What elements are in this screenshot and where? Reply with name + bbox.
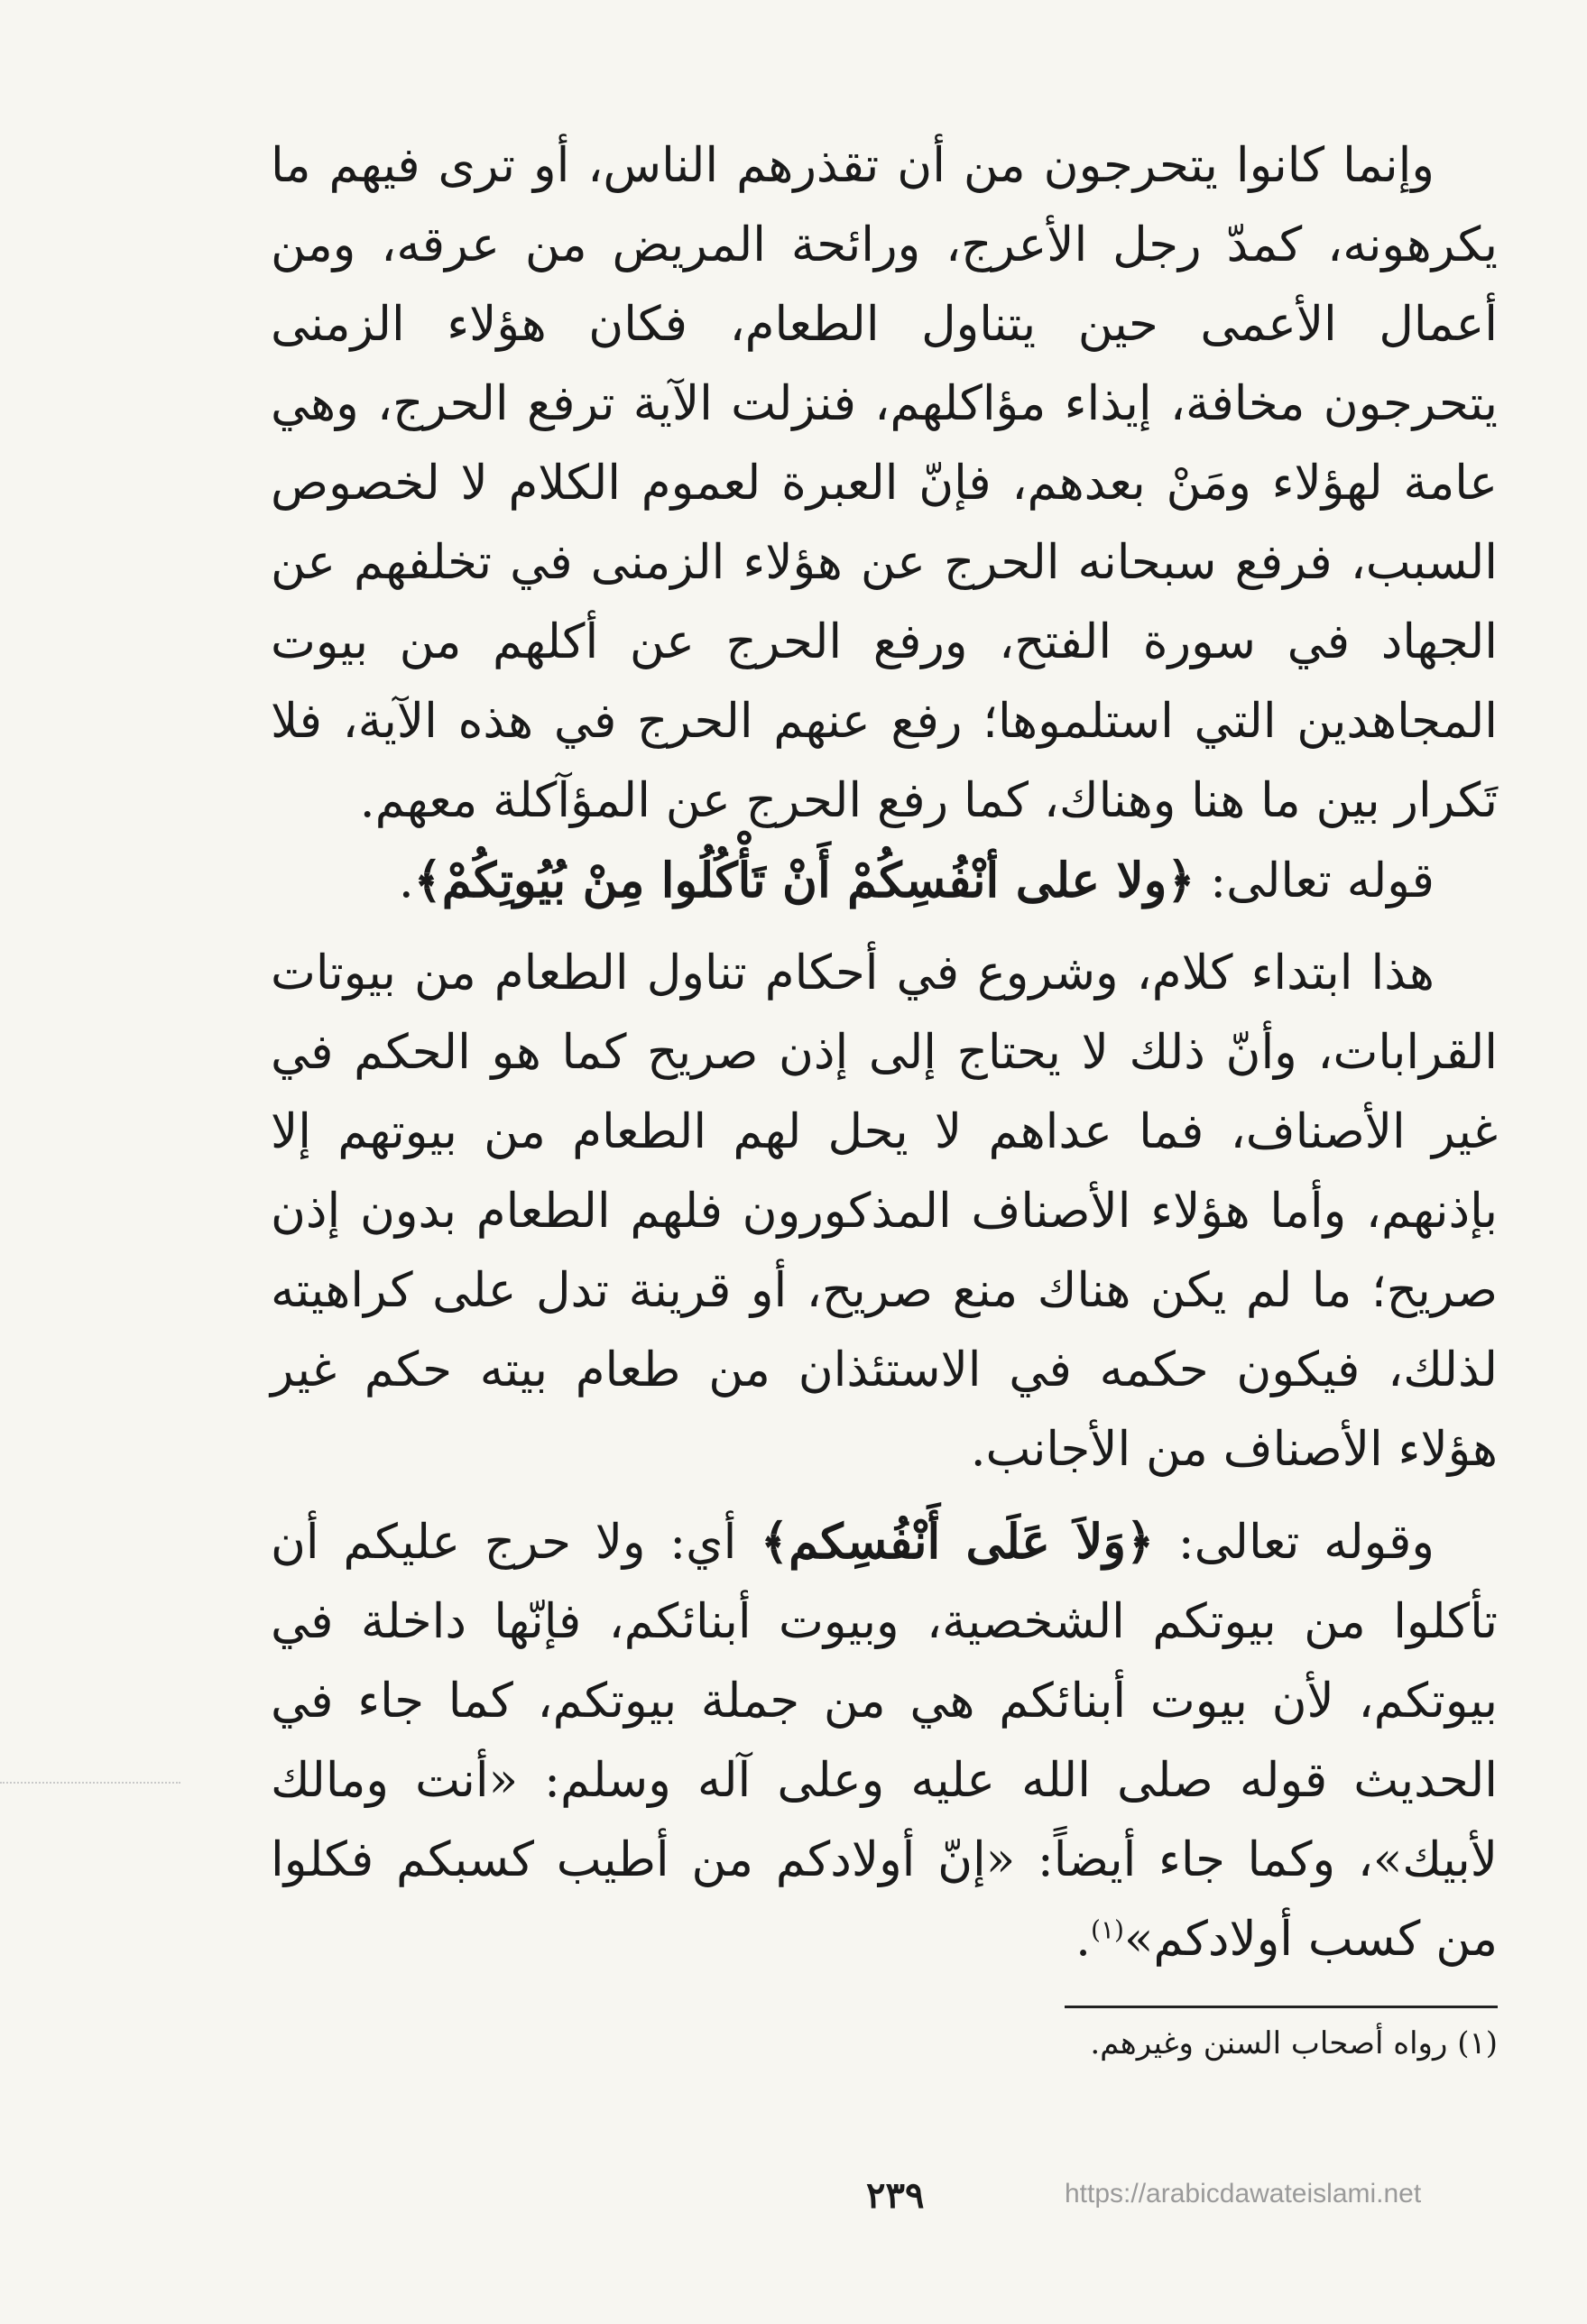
watermark-url: https://arabicdawateislami.net <box>1065 2179 1422 2209</box>
verse-heading-1 <box>271 841 1498 921</box>
footnote-divider <box>1065 2006 1498 2008</box>
paragraph-1-text: وإنما كانوا يتحرجون من أن تقذرهم الناس، أو ترى فيهم ما يكرهونه، كمدّ رجل الأعرج، ورائحة المريض من عرقه، ومن أعمال الأعمى حين يتناول الطعام، فكان هؤلاء الزمنى يتحرجون مخافة، إيذاء مؤاكلهم، فنزلت الآية ترفع الحرج، وهي عامة لهؤلاء ومَنْ بعدهم، فإنّ العبرة لعموم الكلام لا لخصوص السبب، فرفع سبحانه الحرج عن هؤلاء الزمنى في تخلفهم عن الجهاد في سورة الفتح، ورفع الحرج عن أكلهم من بيوت المجاهدين التي استلموها؛ رفع عنهم الحرج في هذه الآية، فلا تَكرار بين ما هنا وهناك، كما رفع الحرج عن المؤآكلة معهم. <box>271 138 1498 828</box>
paragraph-3-intro: وقوله تعالى: <box>1154 1515 1435 1570</box>
footnote-text: (١) رواه أصحاب السنن وغيرهم. <box>1090 2025 1498 2061</box>
paragraph-2-text: هذا ابتداء كلام، وشروع في أحكام تناول الطعام من بيوتات القرابات، وأنّ ذلك لا يحتاج إلى إذن صريح كما هو الحكم في غير الأصناف، فما عداهم لا يحل لهم الطعام من بيوتهم إلا بإذنهم، وأما هؤلاء الأصناف المذكورون فلهم الطعام بدون إذن صريح؛ ما لم يكن هناك منع صريح، أو قرينة تدل على كراهيته لذلك، فيكون حكمه في الاستئذان من طعام بيته حكم غير هؤلاء الأصناف من الأجانب. <box>271 945 1498 1477</box>
verse-quote-1: ﴿ولا على أنْفُسِكُمْ أَنْ تَأْكُلُوا مِنْ بُيُوتِكُمْ﴾ <box>413 853 1195 908</box>
page-number: ٢٣٩ <box>866 2174 925 2217</box>
scan-edge-mark <box>0 1782 180 1784</box>
paragraph-2 <box>271 934 1498 1489</box>
paragraph-1 <box>271 126 1498 841</box>
footnote-reference: (١) <box>1091 1914 1124 1945</box>
paragraph-3-end: . <box>1075 1912 1092 1967</box>
verse-quote-2: ﴿وَلاَ عَلَى أَنْفُسِكم﴾ <box>761 1514 1155 1570</box>
verse-heading-1-intro: قوله تعالى: <box>1195 853 1435 908</box>
verse-heading-1-end: . <box>398 853 414 908</box>
paragraph-3 <box>271 1502 1498 1979</box>
paragraph-3-body: أي: ولا حرج عليكم أن تأكلوا من بيوتكم الشخصية، وبيوت أبنائكم، فإنّها داخلة في بيوتكم، لأن بيوت أبنائكم هي من جملة بيوتكم، كما جاء في الحديث قوله صلى الله عليه وعلى آله وسلم: «أنت ومالك لأبيك»، وكما جاء أيضاً: «إنّ أولادكم من أطيب كسبكم فكلوا من كسب أولادكم» <box>271 1515 1498 1967</box>
page-body <box>271 126 1498 2183</box>
